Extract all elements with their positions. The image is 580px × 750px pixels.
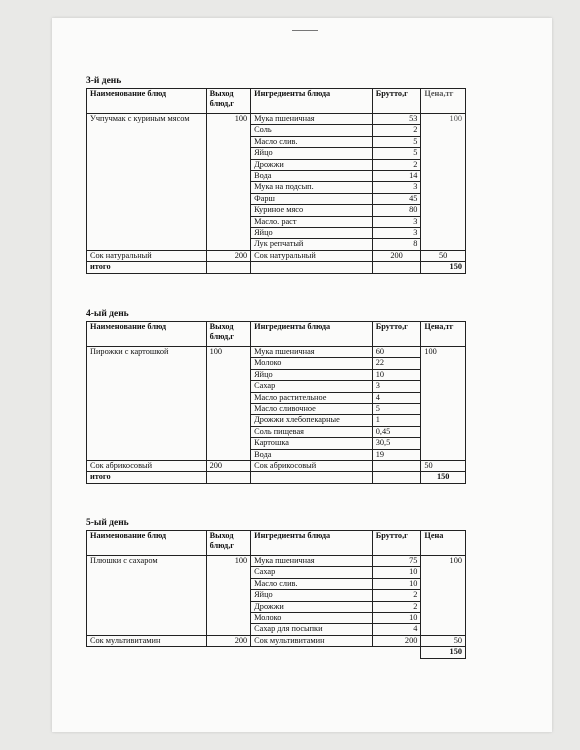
ingredient-name: Дрожжи хлебопекарные — [251, 415, 373, 426]
drink-price: 50 — [421, 461, 466, 472]
header-price: Цена — [421, 531, 466, 556]
ingredient-brutto: 5 — [372, 136, 421, 147]
drink-name: Сок натуральный — [87, 250, 207, 261]
ingredient-brutto: 2 — [372, 601, 421, 612]
dish-yield: 100 — [206, 114, 251, 251]
header-dish: Наименование блюд — [87, 531, 207, 556]
section-title: 3-й день — [86, 76, 122, 86]
menu-table — [86, 88, 466, 274]
drink-row — [87, 461, 466, 472]
drink-ingredient: Сок натуральный — [251, 250, 373, 261]
header-yield: Выход блюд,г — [206, 322, 251, 347]
ingredient-brutto: 2 — [372, 125, 421, 136]
ingredient-brutto: 3 — [372, 182, 421, 193]
ingredient-name: Мука на подсып. — [251, 182, 373, 193]
ingredient-brutto: 1 — [372, 415, 421, 426]
header-brutto: Брутто,г — [372, 89, 421, 114]
drink-ingredient: Сок мультивитамин — [251, 635, 373, 646]
drink-price: 50 — [421, 635, 466, 646]
ingredient-name: Фарш — [251, 193, 373, 204]
empty-cell — [206, 262, 251, 273]
ingredient-name: Масло растительное — [251, 392, 373, 403]
total-label: итого — [87, 262, 207, 273]
ingredient-name: Масло сливочное — [251, 404, 373, 415]
ingredient-name: Мука пшеничная — [251, 556, 373, 567]
dish-name: Учпучмак с куриным мясом — [87, 114, 207, 251]
table-row — [87, 347, 466, 358]
dish-price: 100 — [421, 114, 466, 251]
ingredient-brutto: 5 — [372, 148, 421, 159]
ingredient-brutto: 3 — [372, 228, 421, 239]
ingredient-name: Вода — [251, 449, 373, 460]
header-row — [87, 322, 466, 347]
ingredient-name: Мука пшеничная — [251, 347, 373, 358]
day-5-section — [86, 518, 530, 659]
header-ingredients: Ингредиенты блюда — [251, 531, 373, 556]
ingredient-name: Вода — [251, 171, 373, 182]
section-title: 4-ый день — [86, 309, 129, 319]
ingredient-brutto: 5 — [372, 404, 421, 415]
empty-cell — [251, 262, 373, 273]
ingredient-name: Лук репчатый — [251, 239, 373, 250]
ingredient-brutto: 10 — [372, 567, 421, 578]
dish-price: 100 — [421, 556, 466, 636]
ingredient-brutto: 14 — [372, 171, 421, 182]
ingredient-name: Масло слив. — [251, 578, 373, 589]
dish-price: 100 — [421, 347, 466, 461]
day-3-section — [86, 76, 530, 274]
ingredient-brutto: 10 — [372, 578, 421, 589]
ingredient-name: Сахар для посыпки — [251, 624, 373, 635]
drink-row — [87, 250, 466, 261]
ingredient-name: Масло слив. — [251, 136, 373, 147]
empty-cell — [372, 262, 421, 273]
drink-price: 50 — [421, 250, 466, 261]
header-brutto: Брутто,г — [372, 322, 421, 347]
header-yield: Выход блюд,г — [206, 89, 251, 114]
header-brutto: Брутто,г — [372, 531, 421, 556]
ingredient-brutto: 3 — [372, 216, 421, 227]
ingredient-brutto: 75 — [372, 556, 421, 567]
ingredient-brutto: 53 — [372, 114, 421, 125]
day-4-section — [86, 309, 530, 484]
ingredient-brutto: 4 — [372, 392, 421, 403]
menu-table — [86, 530, 466, 659]
ingredient-name: Мука пшеничная — [251, 114, 373, 125]
drink-brutto — [372, 461, 421, 472]
empty-cell — [372, 472, 421, 483]
ingredient-brutto: 2 — [372, 159, 421, 170]
header-yield: Выход блюд,г — [206, 531, 251, 556]
ingredient-brutto: 30,5 — [372, 438, 421, 449]
header-price: Цена,тг — [421, 89, 466, 114]
ingredient-name: Сахар — [251, 567, 373, 578]
ingredient-brutto: 3 — [372, 381, 421, 392]
total-value: 150 — [421, 647, 466, 658]
total-label — [87, 647, 207, 658]
ingredient-name: Дрожжи — [251, 601, 373, 612]
empty-cell — [206, 647, 251, 658]
ingredient-brutto: 60 — [372, 347, 421, 358]
total-value: 150 — [421, 262, 466, 273]
empty-cell — [372, 647, 421, 658]
ingredient-name: Соль пищевая — [251, 426, 373, 437]
empty-cell — [251, 647, 373, 658]
page-mark — [292, 30, 318, 31]
ingredient-name: Яйцо — [251, 148, 373, 159]
dish-name: Пирожки с картошкой — [87, 347, 207, 461]
total-label: итого — [87, 472, 207, 483]
dish-yield: 100 — [206, 556, 251, 636]
ingredient-brutto: 45 — [372, 193, 421, 204]
ingredient-name: Соль — [251, 125, 373, 136]
ingredient-brutto: 22 — [372, 358, 421, 369]
ingredient-brutto: 10 — [372, 369, 421, 380]
total-row — [87, 262, 466, 273]
empty-cell — [206, 472, 251, 483]
drink-brutto: 200 — [372, 250, 421, 261]
ingredient-brutto: 10 — [372, 613, 421, 624]
header-price: Цена,тг — [421, 322, 466, 347]
drink-brutto: 200 — [372, 635, 421, 646]
ingredient-name: Картошка — [251, 438, 373, 449]
ingredient-name: Молоко — [251, 358, 373, 369]
dish-name: Плюшки с сахаром — [87, 556, 207, 636]
total-row — [87, 647, 466, 658]
total-row — [87, 472, 466, 483]
ingredient-brutto: 19 — [372, 449, 421, 460]
drink-name: Сок мультивитамин — [87, 635, 207, 646]
drink-name: Сок абрикосовый — [87, 461, 207, 472]
ingredient-brutto: 2 — [372, 590, 421, 601]
ingredient-brutto: 0,45 — [372, 426, 421, 437]
drink-yield: 200 — [206, 461, 251, 472]
document-page — [52, 18, 552, 732]
drink-yield: 200 — [206, 635, 251, 646]
ingredient-name: Молоко — [251, 613, 373, 624]
ingredient-brutto: 8 — [372, 239, 421, 250]
header-row — [87, 531, 466, 556]
empty-cell — [251, 472, 373, 483]
dish-yield: 100 — [206, 347, 251, 461]
drink-ingredient: Сок абрикосовый — [251, 461, 373, 472]
ingredient-brutto: 4 — [372, 624, 421, 635]
ingredient-name: Яйцо — [251, 369, 373, 380]
ingredient-name: Масло. раст — [251, 216, 373, 227]
header-dish: Наименование блюд — [87, 89, 207, 114]
ingredient-name: Яйцо — [251, 228, 373, 239]
ingredient-name: Куриное мясо — [251, 205, 373, 216]
ingredient-name: Дрожжи — [251, 159, 373, 170]
drink-yield: 200 — [206, 250, 251, 261]
header-dish: Наименование блюд — [87, 322, 207, 347]
total-value: 150 — [421, 472, 466, 483]
ingredient-name: Яйцо — [251, 590, 373, 601]
header-ingredients: Ингредиенты блюда — [251, 322, 373, 347]
header-ingredients: Ингредиенты блюда — [251, 89, 373, 114]
table-row — [87, 114, 466, 125]
drink-row — [87, 635, 466, 646]
section-title: 5-ый день — [86, 518, 129, 528]
header-row — [87, 89, 466, 114]
menu-table — [86, 321, 466, 484]
ingredient-name: Сахар — [251, 381, 373, 392]
ingredient-brutto: 80 — [372, 205, 421, 216]
table-row — [87, 556, 466, 567]
